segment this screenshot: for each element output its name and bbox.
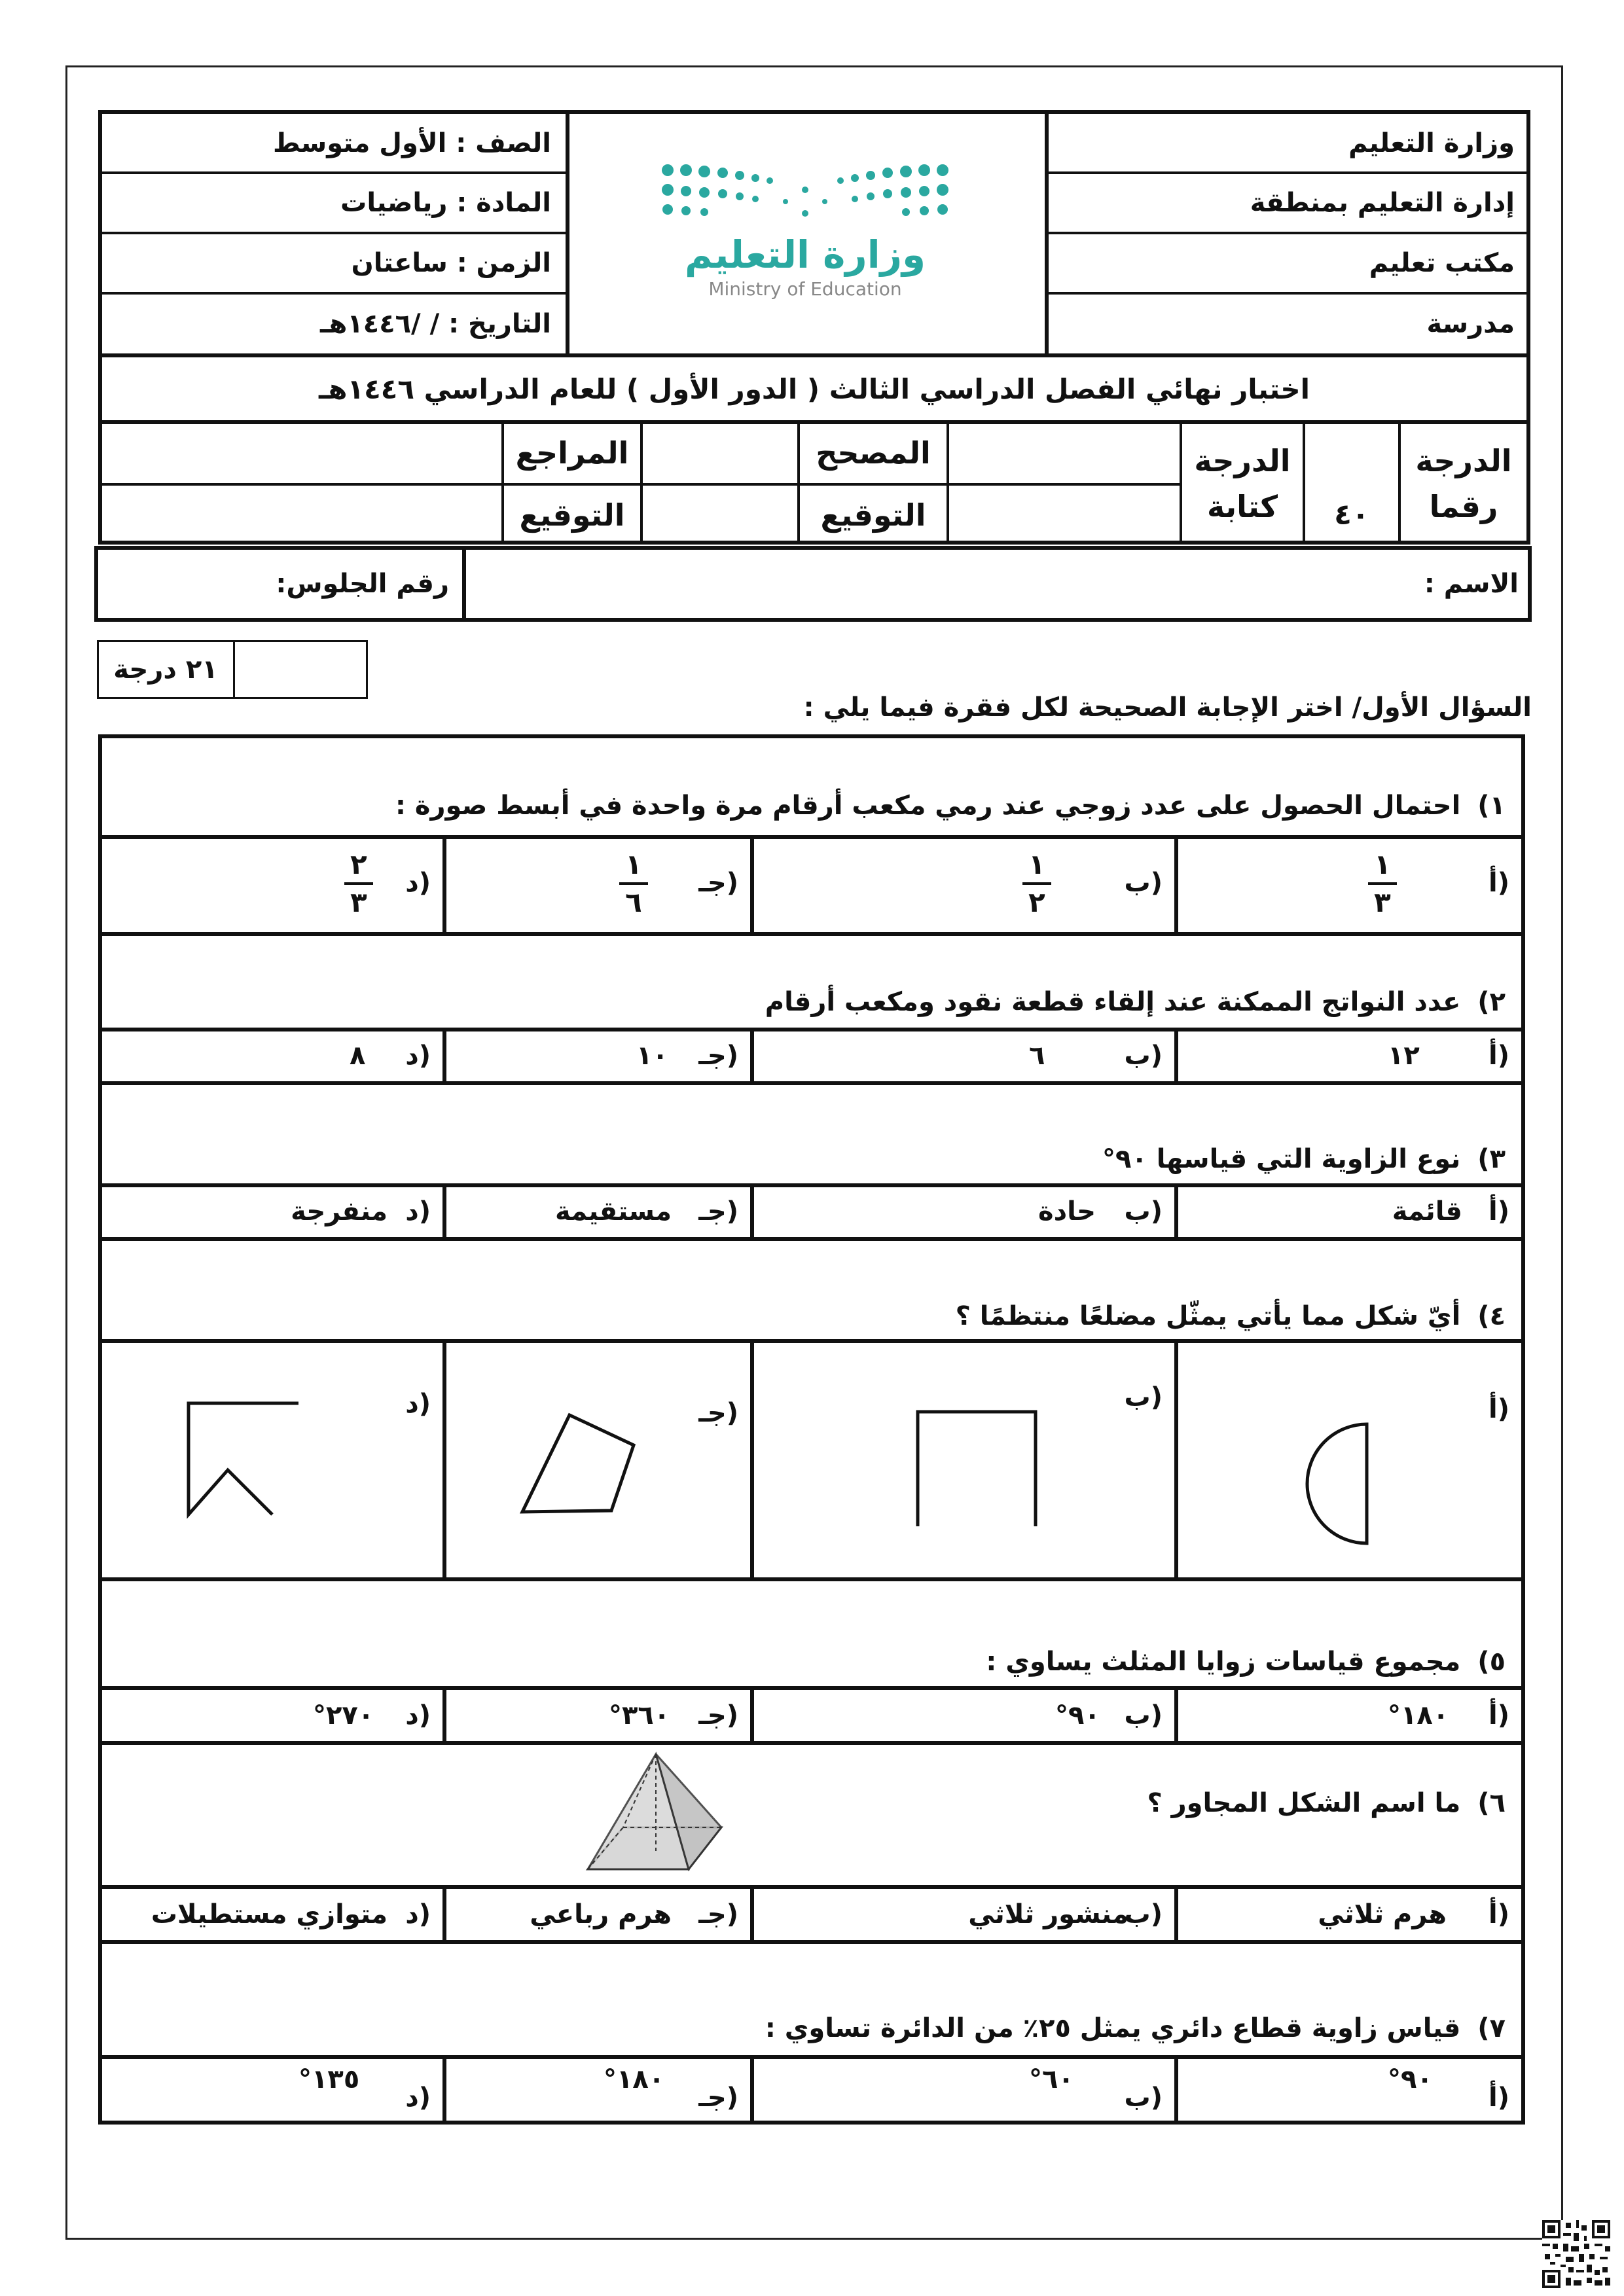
q1-option-b-label: ب): [1124, 868, 1163, 898]
q1-option-b-fraction: $\frac{١}{٢}$: [1022, 851, 1051, 916]
grade-digits-label: الدرجة رقما: [1415, 443, 1512, 524]
q1-option-a[interactable]: [1178, 839, 1525, 932]
q5-option-d-value: °٢٧٠: [313, 1700, 374, 1731]
question-3-text: نوع الزاوية التي قياسها ٩٠°: [1102, 1144, 1461, 1174]
q5-option-d[interactable]: [102, 1690, 442, 1741]
q1-option-d-fraction: $\frac{٢}{٣}$: [344, 851, 373, 916]
question-2-stem: [105, 979, 1512, 1025]
q2-option-b-label: ب): [1124, 1041, 1163, 1071]
q6-option-a-label: أ): [1489, 1899, 1509, 1929]
question-6-text: ما اسم الشكل المجاور ؟: [1147, 1788, 1461, 1818]
office-label: مكتب تعليم: [1369, 248, 1515, 278]
grade-digits-value: ٤٠: [1334, 497, 1369, 531]
q2-option-b[interactable]: [754, 1031, 1174, 1081]
q7-option-b[interactable]: [754, 2059, 1174, 2125]
q5-option-b-value: °٩٠: [1055, 1700, 1100, 1731]
q3-option-d[interactable]: [102, 1187, 442, 1237]
q2-option-a[interactable]: [1178, 1031, 1525, 1081]
q3-option-a[interactable]: [1178, 1187, 1525, 1237]
q4-option-a[interactable]: [1178, 1343, 1525, 1577]
q6-option-a-value: هرم ثلاثي: [1318, 1899, 1447, 1929]
grade-words-label: الدرجة كتابة: [1194, 443, 1291, 524]
question-3-stem: [105, 1136, 1512, 1182]
q2-option-d-label: د): [405, 1041, 431, 1071]
q7-option-a-label: أ): [1489, 2083, 1509, 2113]
q6-option-d[interactable]: [102, 1889, 442, 1940]
q2-option-a-value: ١٢: [1388, 1041, 1420, 1071]
reviewer-signature: التوقيع: [519, 497, 625, 533]
question-4-number: ٤): [1477, 1301, 1506, 1331]
q7-option-b-label: ب): [1124, 2083, 1163, 2113]
question-5-number: ٥): [1477, 1647, 1506, 1677]
time-label: الزمن : ساعتان: [351, 248, 551, 278]
q5-option-a-label: أ): [1489, 1700, 1509, 1731]
q1-option-a-fraction: $\frac{١}{٣}$: [1368, 851, 1397, 916]
exam-title: اختبار نهائي الفصل الدراسي الثالث ( الدور الأول ) للعام الدراسي ١٤٤٦هـ: [319, 372, 1310, 405]
q6-option-b[interactable]: [754, 1889, 1174, 1940]
reviewer-label: المراجع: [515, 435, 629, 471]
q4-option-d-label: د): [405, 1389, 431, 1419]
q2-option-c[interactable]: [446, 1031, 750, 1081]
seat-number-field[interactable]: رقم الجلوس:: [276, 569, 449, 599]
q2-option-d[interactable]: [102, 1031, 442, 1081]
q5-option-c[interactable]: [446, 1690, 750, 1741]
q5-option-a-value: °١٨٠: [1388, 1700, 1449, 1731]
q3-option-c-value: مستقيمة: [555, 1196, 672, 1227]
q2-option-b-value: ٦: [1029, 1041, 1045, 1071]
q3-option-c-label: جـ): [698, 1196, 738, 1227]
q4-option-c[interactable]: [446, 1343, 750, 1577]
question-score-label: ٢١ درجة: [113, 655, 218, 685]
q6-option-c-label: جـ): [698, 1899, 738, 1929]
quadrilateral-shape-icon: [512, 1395, 656, 1539]
q4-option-b[interactable]: [754, 1343, 1174, 1577]
q4-option-a-label: أ): [1489, 1394, 1509, 1424]
q1-option-d[interactable]: [102, 839, 442, 932]
q5-option-c-value: °٣٦٠: [609, 1700, 670, 1731]
q2-option-c-value: ١٠: [636, 1041, 668, 1071]
q1-option-c[interactable]: [446, 839, 750, 932]
question-4-stem: [105, 1293, 1512, 1339]
logo-english-text: Ministry of Education: [708, 278, 902, 300]
q5-option-b[interactable]: [754, 1690, 1174, 1741]
q7-option-d-label: د): [405, 2083, 431, 2113]
open-polyline-shape-icon: [181, 1395, 312, 1539]
corrector-label: المصحح: [816, 435, 931, 471]
q3-option-b-label: ب): [1124, 1196, 1163, 1227]
q7-option-a-value: °٩٠: [1388, 2064, 1433, 2094]
q6-option-a[interactable]: [1178, 1889, 1525, 1940]
q7-option-c[interactable]: [446, 2059, 750, 2125]
q5-option-b-label: ب): [1124, 1700, 1163, 1731]
region-label: إدارة التعليم بمنطقة: [1250, 188, 1515, 218]
q6-option-d-value: متوازي مستطيلات: [151, 1899, 388, 1929]
ministry-label: وزارة التعليم: [1348, 128, 1515, 158]
q7-option-c-label: جـ): [698, 2083, 738, 2113]
question-4-text: أيّ شكل مما يأتي يمثّل مضلعًا منتظمًا ؟: [955, 1301, 1461, 1331]
question-one-title: السؤال الأول/ اختر الإجابة الصحيحة لكل فقرة فيما يلي :: [803, 692, 1532, 723]
q7-option-d[interactable]: [102, 2059, 442, 2125]
q1-option-d-label: د): [405, 868, 431, 898]
school-label: مدرسة: [1426, 309, 1515, 339]
question-5-text: مجموع قياسات زوايا المثلث يساوي :: [986, 1647, 1461, 1677]
grade-label: الصف : الأول متوسط: [273, 128, 551, 158]
q6-option-b-label: ب): [1124, 1899, 1163, 1929]
q3-option-b-value: حادة: [1038, 1196, 1096, 1227]
question-7-text: قياس زاوية قطاع دائري يمثل ٢٥٪ من الدائرة تساوي :: [765, 2013, 1461, 2043]
q4-option-c-label: جـ): [698, 1398, 738, 1428]
q6-option-d-label: د): [405, 1899, 431, 1929]
qr-code-icon: [1542, 2220, 1610, 2288]
semicircle-shape-icon: [1290, 1382, 1381, 1552]
q2-option-a-label: أ): [1489, 1041, 1509, 1071]
question-1-text: احتمال الحصول على عدد زوجي عند رمي مكعب أرقام مرة واحدة في أبسط صورة :: [395, 791, 1461, 821]
q2-option-c-label: جـ): [698, 1041, 738, 1071]
q2-option-d-value: ٨: [350, 1041, 366, 1071]
question-2-text: عدد النواتج الممكنة عند إلقاء قطعة نقود ومكعب أرقام: [765, 987, 1461, 1017]
ministry-logo: [589, 151, 1021, 321]
q4-option-b-label: ب): [1124, 1382, 1163, 1412]
question-2-number: ٢): [1477, 987, 1506, 1017]
logo-arabic-text: وزارة التعليم: [684, 232, 926, 277]
q7-option-d-value: °١٣٥: [298, 2064, 360, 2094]
q1-option-b[interactable]: [754, 839, 1174, 932]
q7-option-b-value: °٦٠: [1029, 2064, 1074, 2094]
square-shape-icon: [885, 1382, 1042, 1526]
q3-option-a-value: قائمة: [1392, 1196, 1462, 1227]
q7-option-a[interactable]: [1178, 2059, 1525, 2125]
q1-option-c-fraction: $\frac{١}{٦}$: [619, 851, 648, 916]
q5-option-a[interactable]: [1178, 1690, 1525, 1741]
question-1-number: ١): [1477, 791, 1506, 821]
q3-option-d-value: منفرجة: [291, 1196, 388, 1227]
q6-option-b-value: منشور ثلاثي: [968, 1899, 1128, 1929]
subject-label: المادة : رياضيات: [340, 188, 551, 218]
q1-option-a-label: أ): [1489, 868, 1509, 898]
question-5-stem: [105, 1639, 1512, 1685]
logo-dots-icon: [589, 151, 1021, 229]
q4-option-d[interactable]: [102, 1343, 442, 1577]
question-7-number: ٧): [1477, 2013, 1506, 2043]
question-6-stem: [982, 1780, 1512, 1826]
student-name-field[interactable]: الاسم :: [1424, 569, 1519, 599]
q3-option-c[interactable]: [446, 1187, 750, 1237]
question-3-number: ٣): [1477, 1144, 1506, 1174]
corrector-signature: التوقيع: [820, 497, 926, 533]
pyramid-figure-icon: [584, 1746, 728, 1877]
question-1-stem: [105, 783, 1512, 829]
q1-option-c-label: جـ): [698, 868, 738, 898]
q6-option-c-value: هرم رباعي: [530, 1899, 672, 1929]
q3-option-b[interactable]: [754, 1187, 1174, 1237]
q6-option-c[interactable]: [446, 1889, 750, 1940]
question-7-stem: [105, 2005, 1512, 2051]
date-label: التاريخ : / /١٤٤٦هـ: [319, 309, 551, 339]
q3-option-d-label: د): [405, 1196, 431, 1227]
question-6-number: ٦): [1477, 1788, 1506, 1818]
q5-option-c-label: جـ): [698, 1700, 738, 1731]
q3-option-a-label: أ): [1489, 1196, 1509, 1227]
q5-option-d-label: د): [405, 1700, 431, 1731]
q7-option-c-value: °١٨٠: [604, 2064, 665, 2094]
